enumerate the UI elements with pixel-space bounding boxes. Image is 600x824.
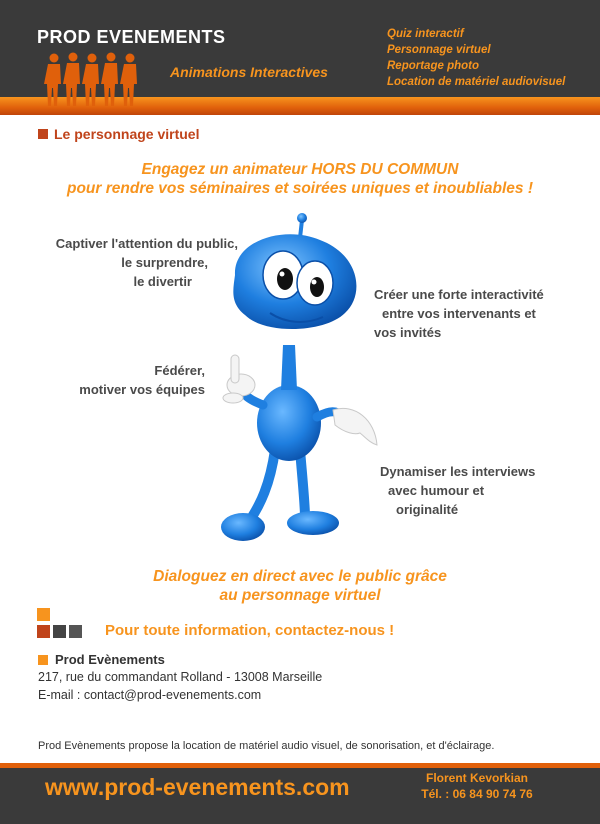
service-item: Reportage photo	[387, 60, 479, 72]
street-address: 217, rue du commandant Rolland - 13008 Marseille	[38, 670, 323, 684]
contact-name: Florent Kevorkian	[425, 771, 529, 785]
service-item: Personnage virtuel	[387, 44, 491, 56]
feature-line: entre vos intervenants et	[382, 306, 536, 321]
headline-line: pour rendre vos séminaires et soirées uniques et inoubliables !	[67, 180, 533, 197]
feature-line: originalité	[396, 502, 459, 517]
feature-federate	[30, 361, 205, 399]
dialogue-line: Dialoguez en direct avec le public grâce	[153, 568, 447, 585]
services-list	[387, 26, 565, 90]
section-title: Le personnage virtuel	[54, 126, 200, 142]
feature-line: Fédérer,	[154, 363, 205, 378]
feature-line: Captiver l'attention du public,	[55, 236, 238, 251]
deco-square	[37, 625, 50, 638]
deco-square	[37, 608, 50, 621]
brand-name: PROD EVENEMENTS	[37, 27, 226, 47]
feature-line: vos invités	[374, 325, 442, 340]
feature-line: Créer une forte interactivité	[374, 287, 544, 302]
website-link[interactable]: www.prod-evenements.com	[45, 774, 350, 800]
address-block	[38, 668, 322, 704]
headline	[0, 160, 600, 198]
company-name: Prod Evènements	[55, 652, 165, 667]
headline-line: Engagez un animateur HORS DU COMMUN	[141, 161, 459, 178]
contact-person	[412, 770, 542, 802]
deco-square	[69, 625, 82, 638]
service-item: Quiz interactif	[387, 28, 464, 40]
address-bullet-icon	[38, 655, 48, 665]
blue-mascot-character	[205, 205, 385, 550]
footnote: Prod Evènements propose la location de matériel audio visuel, de sonorisation, et d'éclairage.	[38, 740, 495, 752]
dialogue-text	[0, 567, 600, 605]
feature-line: motiver vos équipes	[79, 382, 205, 397]
dialogue-line: au personnage virtuel	[219, 587, 381, 604]
contact-phone[interactable]: Tél. : 06 84 90 74 76	[421, 787, 533, 801]
feature-line: Dynamiser les interviews	[380, 464, 536, 479]
feature-interactivity	[374, 285, 574, 342]
feature-line: avec humour et	[388, 483, 485, 498]
feature-interviews	[380, 462, 580, 519]
section-bullet-icon	[38, 129, 48, 139]
service-item: Location de matériel audiovisuel	[387, 76, 566, 88]
email-address[interactable]: E-mail : contact@prod-evenements.com	[38, 688, 262, 702]
feature-line: le divertir	[133, 274, 192, 289]
tagline: Animations Interactives	[170, 64, 328, 80]
people-silhouettes-icon	[44, 52, 144, 106]
feature-line: le surprendre,	[121, 255, 208, 270]
contact-cta: Pour toute information, contactez-nous !	[105, 622, 395, 639]
deco-square	[53, 625, 66, 638]
